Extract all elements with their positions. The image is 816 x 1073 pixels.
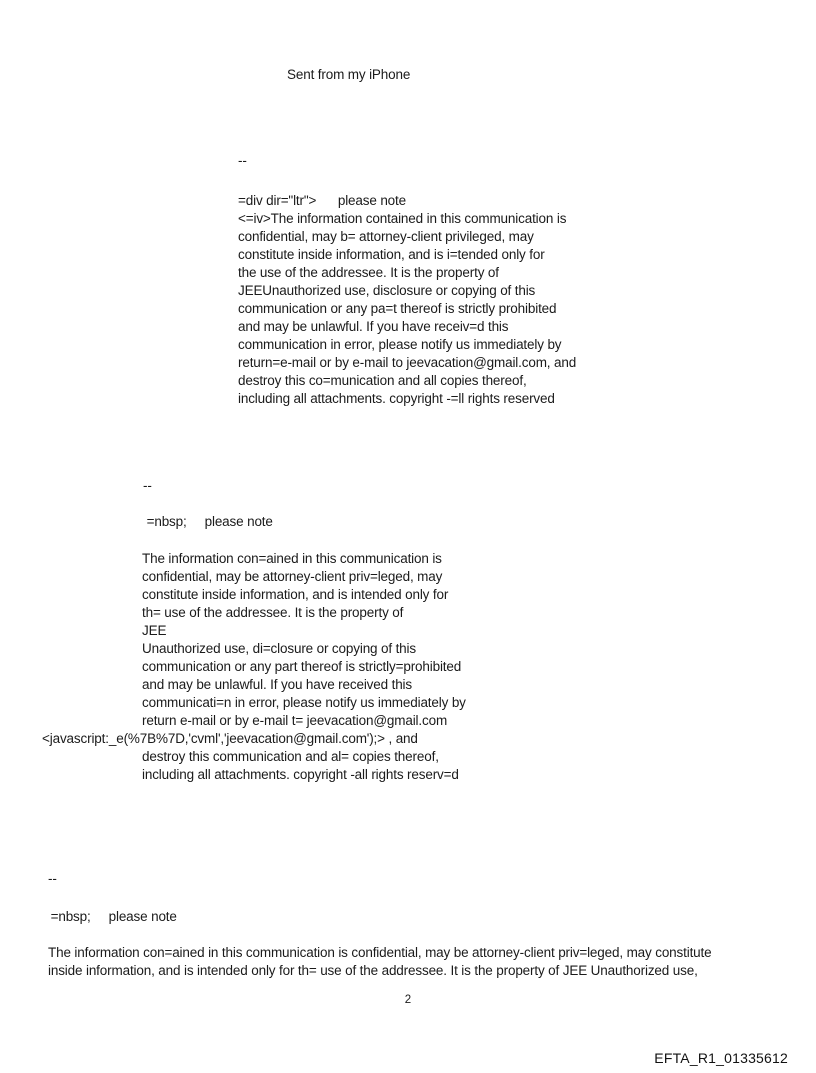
text-line: communication or any part thereof is strictly=prohibited [142,659,462,674]
text-line: communicati=n in error, please notify us immediately by [142,695,466,710]
text-line: the use of the addressee. It is the property of [238,265,499,280]
bates-number: EFTA_R1_01335612 [654,1050,788,1066]
text-line: JEE [142,623,167,638]
text-line: confidential, may be attorney-client priv=leged, may [142,569,443,584]
text-line: constitute inside information, and is i=tended only for [238,247,545,262]
text-line: <javascript:_e(%7B%7D,'cvml','jeevacation@gmail.com');> , and [42,731,418,746]
disclaimer-paragraph-2 [42,550,466,784]
text-line: inside information, and is intended only for th= use of the addressee. It is the property of JEE Unauthorized use, [48,963,698,978]
text-line: confidential, may b= attorney-client privileged, may [238,229,534,244]
email-signature: Sent from my iPhone [287,67,411,82]
page-number: 2 [404,994,412,1006]
text-line: and may be unlawful. If you have receiv=d this [238,319,509,334]
text-line: destroy this co=munication and all copies thereof, [238,373,527,388]
signature-separator: -- [48,871,57,886]
please-note-line: =nbsp; please note [143,514,273,529]
text-line: return=e-mail or by e-mail to jeevacation@gmail.com, and [238,355,577,370]
text-line: communication in error, please notify us immediately by [238,337,562,352]
disclaimer-paragraph-3 [48,944,712,980]
text-line: The information con=ained in this communication is [142,551,442,566]
text-line: th= use of the addressee. It is the property of [142,605,404,620]
text-line: JEEUnauthorized use, disclosure or copying of this [238,283,536,298]
text-line: Unauthorized use, di=closure or copying of this [142,641,416,656]
text-line: constitute inside information, and is intended only for [142,587,449,602]
text-line: including all attachments. copyright -all rights reserv=d [142,767,459,782]
text-line: including all attachments. copyright -=ll rights reserved [238,391,555,406]
text-line: communication or any pa=t thereof is strictly prohibited [238,301,557,316]
text-line: The information con=ained in this communication is confidential, may be attorney-client priv=leged, may constitute [48,945,712,960]
text-line: return e-mail or by e-mail t= jeevacation@gmail.com [142,713,448,728]
text-line: <=iv>The information contained in this communication is [238,211,567,226]
text-line: destroy this communication and al= copies thereof, [142,749,439,764]
signature-separator: -- [238,153,247,168]
signature-separator: -- [143,478,152,493]
disclaimer-paragraph-1 [238,192,576,408]
text-line: and may be unlawful. If you have received this [142,677,413,692]
please-note-line: =nbsp; please note [47,909,177,924]
text-line: =div dir="ltr"> please note [238,193,407,208]
